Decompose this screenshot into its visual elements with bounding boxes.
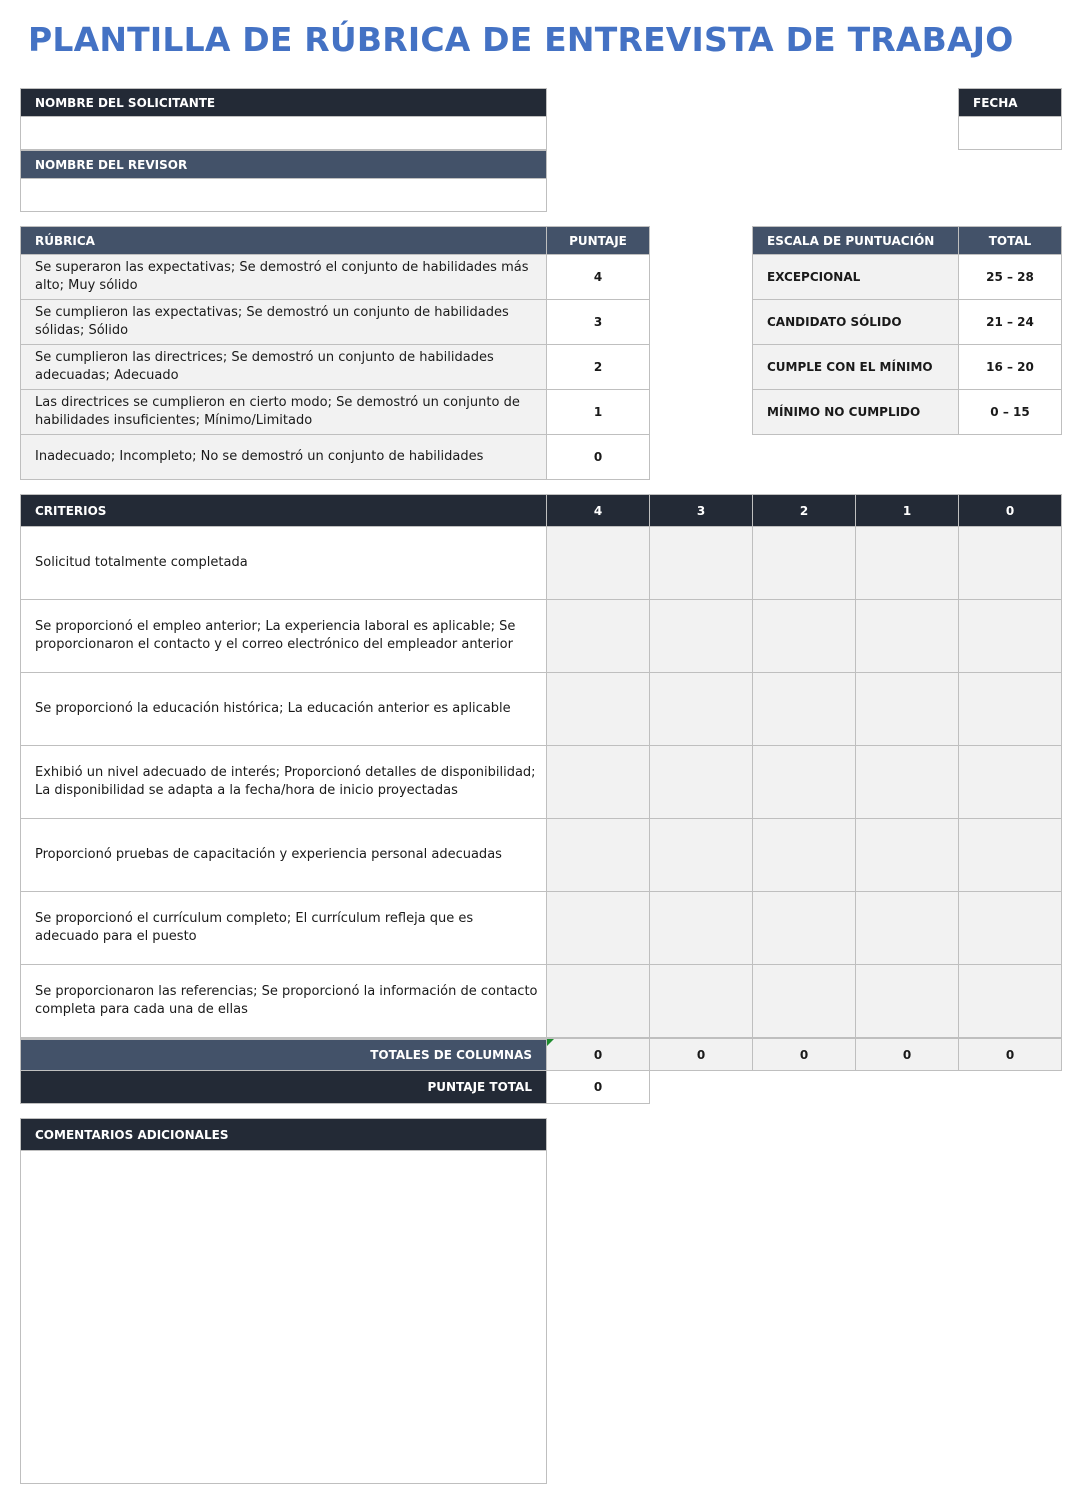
scale-row: [752, 345, 1062, 390]
criteria-description: Se proporcionó el currículum completo; El currículum refleja que es adecuado para el puesto: [20, 892, 547, 965]
score-input-2[interactable]: [753, 673, 856, 746]
comments-field[interactable]: [20, 1151, 547, 1484]
score-input-3[interactable]: [650, 819, 753, 892]
score-input-0[interactable]: [959, 527, 1062, 600]
criteria-table: [20, 494, 1062, 1104]
scale-label: CUMPLE CON EL MÍNIMO: [752, 345, 959, 390]
score-input-3[interactable]: [650, 965, 753, 1038]
cell-marker-icon: [547, 1039, 554, 1046]
score-input-3[interactable]: [650, 746, 753, 819]
score-input-4[interactable]: [547, 965, 650, 1038]
rubric-header: RÚBRICA: [20, 226, 547, 255]
column-total-2: 0: [753, 1039, 856, 1071]
score-input-4[interactable]: [547, 673, 650, 746]
score-input-0[interactable]: [959, 819, 1062, 892]
score-input-4[interactable]: [547, 892, 650, 965]
score-column-header-3: 3: [650, 494, 753, 527]
score-header: PUNTAJE: [547, 226, 650, 255]
rubric-score: 3: [547, 300, 650, 345]
total-header: TOTAL: [959, 226, 1062, 255]
score-input-1[interactable]: [856, 673, 959, 746]
date-field[interactable]: [958, 117, 1062, 150]
score-input-1[interactable]: [856, 746, 959, 819]
score-input-1[interactable]: [856, 527, 959, 600]
criteria-row: [20, 965, 1062, 1038]
rubric-description: Se cumplieron las directrices; Se demostró un conjunto de habilidades adecuadas; Adecuado: [20, 345, 547, 390]
scoring-scale-table: [752, 226, 1062, 435]
total-score-value: 0: [547, 1071, 650, 1104]
rubric-description: Se superaron las expectativas; Se demostró el conjunto de habilidades más alto; Muy sólido: [20, 255, 547, 300]
scale-range: 16 – 20: [959, 345, 1062, 390]
scale-header: ESCALA DE PUNTUACIÓN: [752, 226, 959, 255]
rubric-score: 0: [547, 435, 650, 480]
rubric-description: Inadecuado; Incompleto; No se demostró un conjunto de habilidades: [20, 435, 547, 480]
score-column-header-4: 4: [547, 494, 650, 527]
score-input-0[interactable]: [959, 892, 1062, 965]
score-input-0[interactable]: [959, 965, 1062, 1038]
rubric-description: Se cumplieron las expectativas; Se demostró un conjunto de habilidades sólidas; Sólido: [20, 300, 547, 345]
score-input-4[interactable]: [547, 819, 650, 892]
column-total-4: [547, 1039, 650, 1071]
date-header: FECHA: [958, 88, 1062, 117]
total-score-row: [20, 1071, 1062, 1104]
score-input-0[interactable]: [959, 746, 1062, 819]
criteria-row: [20, 600, 1062, 673]
criteria-row: [20, 527, 1062, 600]
scale-label: MÍNIMO NO CUMPLIDO: [752, 390, 959, 435]
criteria-description: Se proporcionaron las referencias; Se proporcionó la información de contacto completa para cada una de ellas: [20, 965, 547, 1038]
criteria-description: Exhibió un nivel adecuado de interés; Proporcionó detalles de disponibilidad; La disponibilidad se adapta a la fecha/hora de inicio proyectadas: [20, 746, 547, 819]
column-total-3: 0: [650, 1039, 753, 1071]
rubric-score: 4: [547, 255, 650, 300]
column-total-1: 0: [856, 1039, 959, 1071]
rubric-row: [20, 390, 650, 435]
applicant-name-header: NOMBRE DEL SOLICITANTE: [20, 88, 547, 117]
criteria-row: [20, 673, 1062, 746]
page-title: PLANTILLA DE RÚBRICA DE ENTREVISTA DE TRABAJO: [28, 20, 1014, 59]
criteria-row: [20, 892, 1062, 965]
scale-label: EXCEPCIONAL: [752, 255, 959, 300]
total-score-label: PUNTAJE TOTAL: [20, 1071, 547, 1104]
scale-label: CANDIDATO SÓLIDO: [752, 300, 959, 345]
column-totals-row: [20, 1038, 1062, 1071]
score-input-3[interactable]: [650, 673, 753, 746]
criteria-description: Se proporcionó la educación histórica; La educación anterior es aplicable: [20, 673, 547, 746]
score-input-2[interactable]: [753, 965, 856, 1038]
scale-range: 0 – 15: [959, 390, 1062, 435]
reviewer-name-field[interactable]: [20, 179, 547, 212]
score-input-0[interactable]: [959, 600, 1062, 673]
score-input-2[interactable]: [753, 819, 856, 892]
column-total-0: 0: [959, 1039, 1062, 1071]
score-input-0[interactable]: [959, 673, 1062, 746]
scale-row: [752, 390, 1062, 435]
score-input-2[interactable]: [753, 746, 856, 819]
score-input-1[interactable]: [856, 965, 959, 1038]
score-column-header-1: 1: [856, 494, 959, 527]
criteria-row: [20, 819, 1062, 892]
rubric-row: [20, 345, 650, 390]
rubric-row: [20, 435, 650, 480]
rubric-score: 1: [547, 390, 650, 435]
score-input-1[interactable]: [856, 892, 959, 965]
scale-row: [752, 300, 1062, 345]
score-input-3[interactable]: [650, 892, 753, 965]
reviewer-name-header: NOMBRE DEL REVISOR: [20, 150, 547, 179]
score-column-header-0: 0: [959, 494, 1062, 527]
score-input-3[interactable]: [650, 527, 753, 600]
score-column-header-2: 2: [753, 494, 856, 527]
criteria-description: Proporcionó pruebas de capacitación y experiencia personal adecuadas: [20, 819, 547, 892]
scale-range: 21 – 24: [959, 300, 1062, 345]
score-input-4[interactable]: [547, 527, 650, 600]
score-input-4[interactable]: [547, 746, 650, 819]
rubric-table: [20, 226, 650, 480]
rubric-row: [20, 255, 650, 300]
score-input-1[interactable]: [856, 819, 959, 892]
comments-header: COMENTARIOS ADICIONALES: [20, 1118, 547, 1151]
criteria-description: Solicitud totalmente completada: [20, 527, 547, 600]
rubric-score: 2: [547, 345, 650, 390]
score-input-1[interactable]: [856, 600, 959, 673]
rubric-row: [20, 300, 650, 345]
score-input-2[interactable]: [753, 527, 856, 600]
column-totals-label: TOTALES DE COLUMNAS: [20, 1039, 547, 1071]
scale-row: [752, 255, 1062, 300]
score-input-4[interactable]: [547, 600, 650, 673]
criteria-description: Se proporcionó el empleo anterior; La experiencia laboral es aplicable; Se proporcionaron el contacto y el correo electrónico del empleador anterior: [20, 600, 547, 673]
score-input-2[interactable]: [753, 600, 856, 673]
score-input-2[interactable]: [753, 892, 856, 965]
column-total-value: 0: [593, 1047, 603, 1062]
criteria-header: CRITERIOS: [20, 494, 547, 527]
applicant-name-field[interactable]: [20, 117, 547, 150]
rubric-description: Las directrices se cumplieron en cierto modo; Se demostró un conjunto de habilidades insuficientes; Mínimo/Limitado: [20, 390, 547, 435]
score-input-3[interactable]: [650, 600, 753, 673]
scale-range: 25 – 28: [959, 255, 1062, 300]
criteria-row: [20, 746, 1062, 819]
